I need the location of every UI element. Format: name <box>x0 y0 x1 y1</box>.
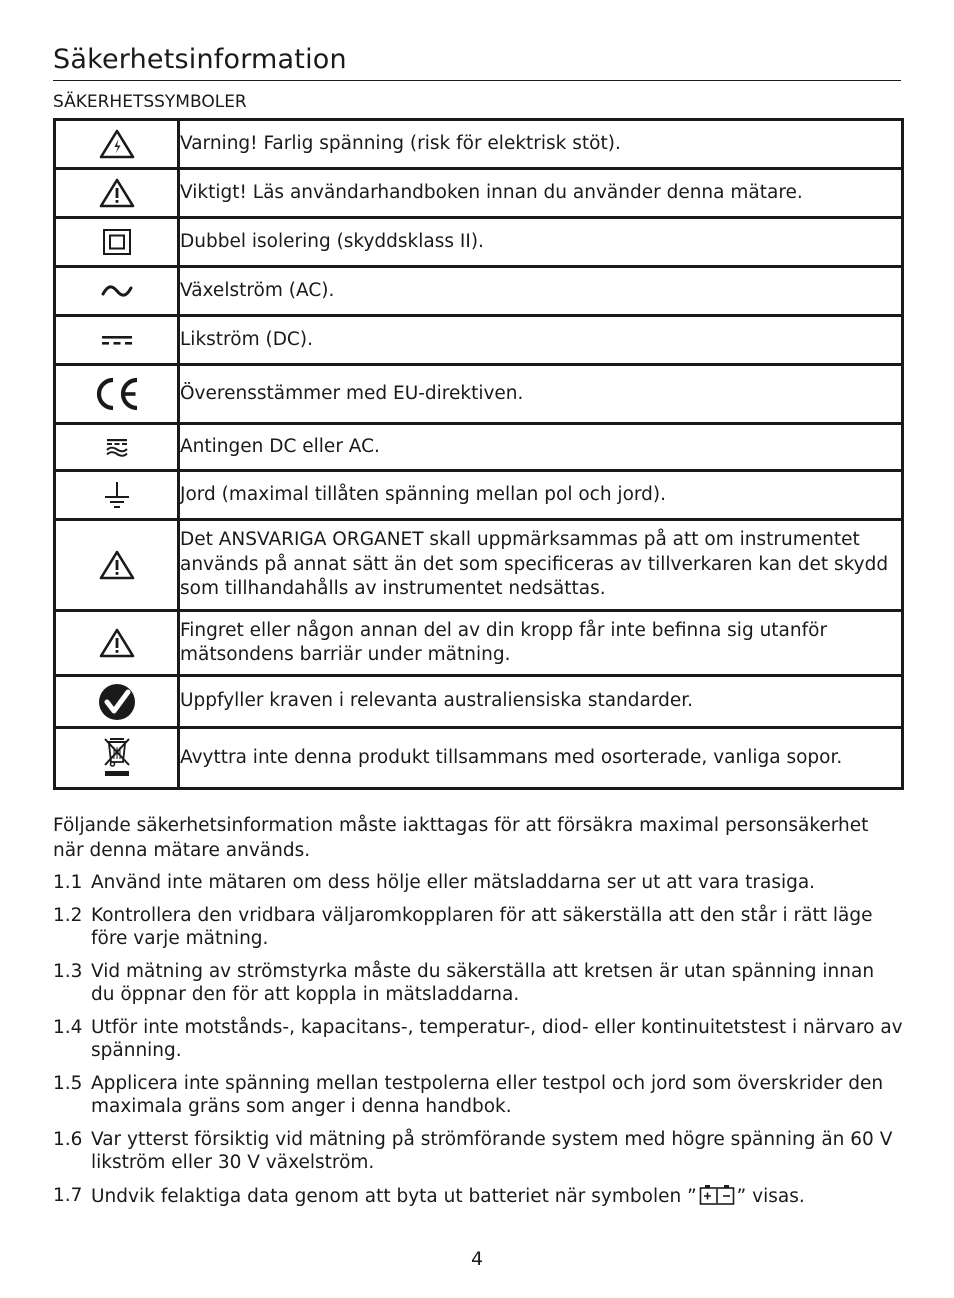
table-row <box>55 611 903 676</box>
item-text: Kontrollera den vridbara väljaromkopplaren för att säkerställa att den står i rätt läge före varje mätning. <box>91 905 873 949</box>
symbol-icon-cell <box>55 424 179 471</box>
item-text-end: ” visas. <box>736 1186 805 1207</box>
symbol-description: Dubbel isolering (skyddsklass II). <box>179 218 903 267</box>
dc-icon <box>100 333 134 347</box>
symbol-icon-cell <box>55 120 179 169</box>
caution-icon <box>98 177 136 209</box>
ac-icon <box>100 283 134 299</box>
ce-mark-icon <box>92 375 142 413</box>
battery-icon <box>699 1184 735 1206</box>
page-number: 4 <box>470 1248 484 1270</box>
list-item <box>53 871 903 894</box>
table-row <box>55 316 903 365</box>
symbol-description: Antingen DC eller AC. <box>179 424 903 471</box>
item-number: 1.4 <box>53 1017 83 1038</box>
symbol-icon-cell <box>55 218 179 267</box>
symbol-description: Växelström (AC). <box>179 267 903 316</box>
item-text: Undvik felaktiga data genom att byta ut batteriet när symbolen ” <box>91 1186 697 1207</box>
item-text: Applicera inte spänning mellan testpolerna eller testpol och jord som överskrider den maximala gräns som anger i denna handbok. <box>91 1073 884 1117</box>
table-row <box>55 120 903 169</box>
symbol-icon-cell <box>55 676 179 728</box>
symbol-icon-cell <box>55 169 179 218</box>
item-number: 1.2 <box>53 905 83 926</box>
item-text: Var ytterst försiktig vid mätning på strömförande system med högre spänning än 60 V likström eller 30 V växelström. <box>91 1129 893 1173</box>
item-text: Utför inte motstånds-, kapacitans-, temperatur-, diod- eller kontinuitetstest i närvaro av spänning. <box>91 1017 903 1061</box>
symbol-icon-cell <box>55 316 179 365</box>
list-item <box>53 1016 903 1062</box>
symbol-icon-cell <box>55 267 179 316</box>
rcm-mark-icon <box>97 682 137 722</box>
symbol-icon-cell <box>55 471 179 520</box>
symbol-icon-cell <box>55 611 179 676</box>
table-row <box>55 267 903 316</box>
item-number: 1.3 <box>53 961 83 982</box>
table-row <box>55 520 903 611</box>
symbol-icon-cell <box>55 728 179 789</box>
table-row <box>55 424 903 471</box>
item-number: 1.1 <box>53 872 83 893</box>
list-item <box>53 1184 903 1208</box>
symbol-description: Uppfyller kraven i relevanta australiensiska standarder. <box>179 676 903 728</box>
intro-paragraph: Följande säkerhetsinformation måste iakttagas för att försäkra maximal personsäkerhet när denna mätare används. <box>53 815 869 861</box>
ground-icon <box>102 480 132 510</box>
symbol-description: Avyttra inte denna produkt tillsammans med osorterade, vanliga sopor. <box>179 728 903 789</box>
item-number: 1.5 <box>53 1073 83 1094</box>
table-row <box>55 728 903 789</box>
item-text: Använd inte mätaren om dess hölje eller mätsladdarna ser ut att vara trasiga. <box>91 872 816 893</box>
symbol-description: Överensstämmer med EU-direktiven. <box>179 365 903 424</box>
double-insulation-icon <box>102 228 132 256</box>
ac-dc-icon <box>104 437 130 457</box>
lightning-warning-icon <box>98 128 136 160</box>
symbol-description: Likström (DC). <box>179 316 903 365</box>
symbol-icon-cell <box>55 365 179 424</box>
list-item <box>53 904 903 950</box>
symbol-description: Jord (maximal tillåten spänning mellan pol och jord). <box>179 471 903 520</box>
list-item <box>53 960 903 1006</box>
title-rule <box>53 80 901 81</box>
item-number: 1.7 <box>53 1185 83 1206</box>
caution-icon <box>98 549 136 581</box>
table-row <box>55 676 903 728</box>
table-row <box>55 218 903 267</box>
symbol-icon-cell <box>55 520 179 611</box>
list-item <box>53 1072 903 1118</box>
safety-list <box>53 871 903 1218</box>
symbol-description: Varning! Farlig spänning (risk för elektrisk stöt). <box>179 120 903 169</box>
section-label: SÄKERHETSSYMBOLER <box>53 92 247 112</box>
weee-bin-icon <box>102 736 132 780</box>
page-title: Säkerhetsinformation <box>53 44 347 75</box>
caution-icon <box>98 627 136 659</box>
symbol-description: Fingret eller någon annan del av din kropp får inte befinna sig utanför mätsondens barriär under mätning. <box>179 611 903 676</box>
list-item <box>53 1128 903 1174</box>
symbol-description: Det ANSVARIGA ORGANET skall uppmärksammas på att om instrumentet används på annat sätt än det som specificeras av tillverkaren kan det skydd som tillhandahålls av instrumentet nedsättas. <box>179 520 903 611</box>
symbol-description: Viktigt! Läs användarhandboken innan du använder denna mätare. <box>179 169 903 218</box>
item-number: 1.6 <box>53 1129 83 1150</box>
table-row <box>55 471 903 520</box>
item-text: Vid mätning av strömstyrka måste du säkerställa att kretsen är utan spänning innan du öppnar den för att koppla in mätsladdarna. <box>91 961 875 1005</box>
symbols-table <box>53 118 904 790</box>
table-row <box>55 169 903 218</box>
table-row <box>55 365 903 424</box>
